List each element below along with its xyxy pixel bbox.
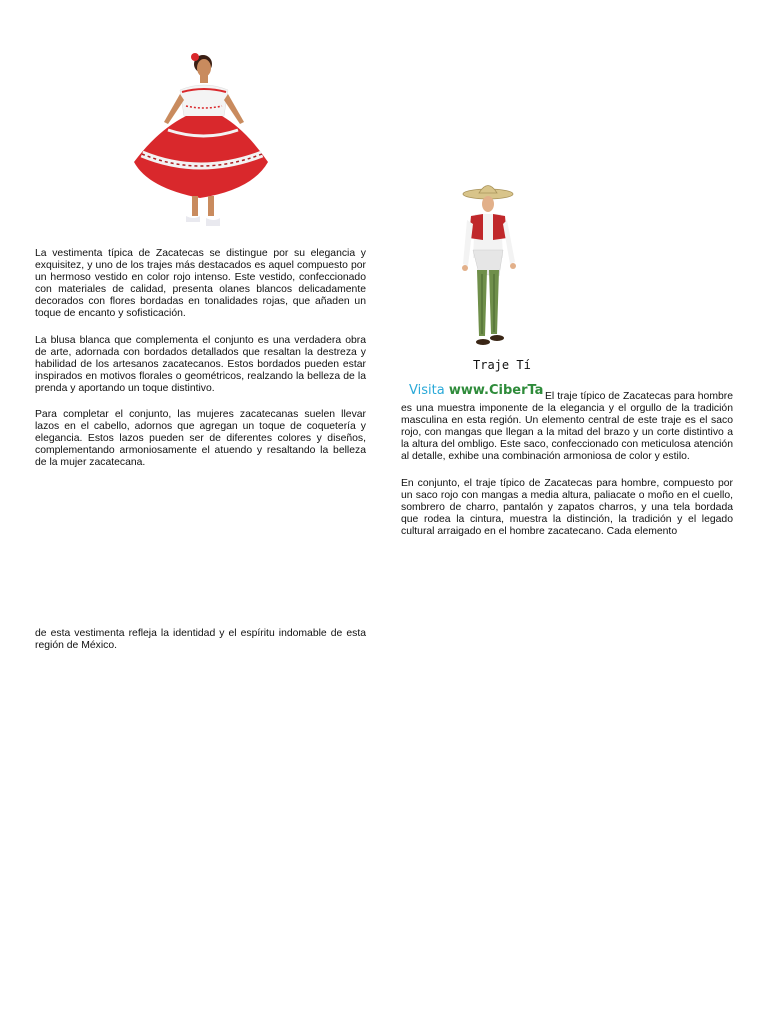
image-caption: Traje Tí	[473, 358, 531, 372]
paragraph: En conjunto, el traje típico de Zacatecas para hombre, compuesto por un saco rojo con mangas a media altura, paliacate o moño en el cuello, sombrero de charro, pantalón y zapatos charros, y una tela bordada que rodea la cintura, muestra la distinción, la tradición y el legado cultural arraigado en el hombre zacatecano. Cada elemento	[401, 477, 733, 537]
left-column-continuation	[35, 628, 366, 666]
paragraph: La blusa blanca que complementa el conjunto es una verdadera obra de arte, adornada con bordados detallados que resaltan la destreza y habilidad de los artesanos zacatecanos. Estos bordados pueden estar inspirados en motivos florales o geométricos, realzando la belleza de la prenda y aportando un toque distintivo.	[35, 334, 366, 394]
inline-image-spacer	[401, 391, 545, 403]
left-column	[35, 248, 366, 484]
woman-red-dress-figure	[128, 50, 273, 235]
paragraph: El traje típico de Zacatecas para hombre es una muestra imponente de la elegancia y el orgullo de la tradición masculina en esta región. Un elemento central de este traje es el saco rojo, con mangas que llegan a la mitad del brazo y un corte distintivo a la altura del ombligo. Este saco, confeccionado con meticulosa atención al detalle, exhibe una combinación armoniosa de color y estilo.	[401, 391, 733, 463]
paragraph: de esta vestimenta refleja la identidad y el espíritu indomable de esta región de México.	[35, 628, 366, 652]
man-charro-figure	[403, 178, 547, 378]
paragraph: La vestimenta típica de Zacatecas se distingue por su elegancia y exquisitez, y uno de los trajes más destacados es aquel compuesto por un hermoso vestido en color rojo intenso. Este vestido, confeccionado con materiales de calidad, presenta olanes blancos delicadamente decorados con flores bordadas en tonalidades rojas, que añaden un toque de encanto y sofisticación.	[35, 248, 366, 320]
paragraph: Para completar el conjunto, las mujeres zacatecanas suelen llevar lazos en el cabello, adornos que agregan un toque de coquetería y elegancia. Estos lazos pueden ser de diferentes colores y diseños, complementando armoniosamente el atuendo y resaltando la belleza de la mujer zacatecana.	[35, 409, 366, 469]
watermark-link: Visita www.CiberTa	[409, 383, 544, 398]
right-column	[401, 391, 733, 552]
